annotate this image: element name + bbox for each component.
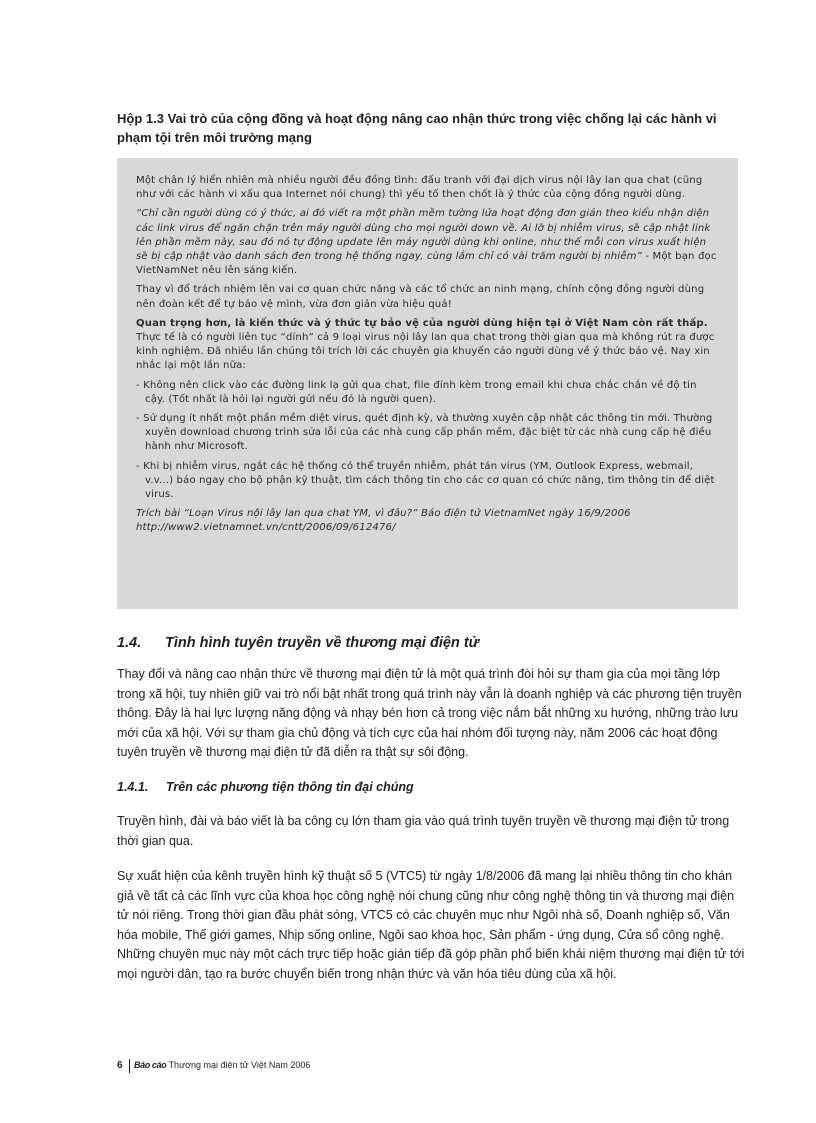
page-number: 6 <box>117 1060 123 1071</box>
footer-divider <box>129 1059 130 1073</box>
list-item: - Khi bị nhiễm virus, ngắt các hệ thống có thể truyền nhiễm, phát tán virus (YM, Outlook Express, webmail, v.v...) báo ngay cho bộ phận kỹ thuật, tìm cách thông tin cho các cơ quan có chức năng, tìm thông tin để diệt virus. <box>136 460 715 501</box>
box-source <box>136 507 720 535</box>
box-source-citation: Trích bài “Loạn Virus nội lây lan qua chat YM, vì đâu?” Báo điện tử VietnamNet ngày 16/9/2006 <box>136 508 631 520</box>
box-emphasis-paragraph <box>136 317 720 374</box>
box-quote: “Chỉ cần người dùng có ý thức, ai đó viết ra một phần mềm tường lửa hoạt động đơn giản theo kiểu nhận diện các link virus để ngăn chặn trên máy người dùng cho mọi người down về. Ai lỡ bị nhiễm virus, sẽ cập nhật link lên phần mềm này, sau đó nó tự động update lên máy người dùng khi online, như thế mỗi con virus xuất hiện sẽ bị cập nhật vào danh sách đen trong hệ thống ngay, cùng lắm chỉ có vài trăm người bị nhiễm” <box>136 208 711 263</box>
section-number: 1.4. <box>117 635 142 651</box>
advice-list <box>136 379 720 503</box>
box-paragraph: Một chân lý hiển nhiên mà nhiều người đều đồng tình: đấu tranh với đại dịch virus nội lây lan qua chat (cũng như với các hành vi xấu qua Internet nói chung) thì yếu tố then chốt là ý thức của cộng đồng người dùng. <box>136 175 703 201</box>
box-emphasis: Quan trọng hơn, là kiến thức và ý thức tự bảo vệ của người dùng hiện tại ở Việt Nam còn rất thấp. <box>136 317 708 329</box>
subsection-number: 1.4.1. <box>117 780 149 794</box>
footer-brand: Báo cáo <box>134 1060 167 1070</box>
list-item: - Không nên click vào các đường link lạ gửi qua chat, file đính kèm trong email khi chưa chắc chắn về độ tin cậy. (Tốt nhất là hỏi lại người gửi nếu đó là người quen). <box>136 379 697 405</box>
body-paragraph-media: Truyền hình, đài và báo viết là ba công cụ lớn tham gia vào quá trình tuyên truyền về thương mại điện tử trong thời gian qua. <box>117 814 730 848</box>
subsection-heading <box>117 778 414 796</box>
box-quote-paragraph <box>136 207 720 278</box>
section-title: Tình hình tuyên truyền về thương mại điện tử <box>165 635 480 651</box>
page-footer <box>117 1057 310 1073</box>
box-title: Hộp 1.3 Vai trò của cộng đồng và hoạt động nâng cao nhận thức trong việc chống lại các hành vi phạm tội trên môi trường mạng <box>117 111 717 145</box>
footer-report-title: Thương mại điện tử Việt Nam 2006 <box>168 1060 311 1070</box>
box-emphasis-rest: Thực tế là có người liên tục “dính” cả 9 loại virus nội lây lan qua chat trong thời gian qua mà không rút ra được kinh nghiệm. Đã nhiều lần chúng tôi trích lời các chuyên gia khuyến cáo người dùng về ý thức bảo vệ. Nay xin nhắc lại một lần nữa: <box>136 332 715 372</box>
info-box <box>117 158 738 609</box>
list-item: - Sử dụng ít nhất một phần mềm diệt virus, quét định kỳ, và thường xuyên cập nhật các thông tin mới. Thường xuyên download chương trình sửa lỗi của các nhà cung cấp phần mềm, đặc biệt từ các nhà cung cấp hệ điều hành như Microsoft. <box>136 413 713 453</box>
subsection-title: Trên các phương tiện thông tin đại chúng <box>166 780 414 794</box>
box-quote-attribution: - Một bạn đọc VietNamNet nêu lên sáng kiến. <box>136 251 717 277</box>
body-paragraph-intro: Thay đổi và nâng cao nhận thức về thương mại điện tử là một quá trình đòi hỏi sự tham gia của mọi tầng lớp trong xã hội, tuy nhiên giữ vai trò nổi bật nhất trong quá trình này vẫn là doanh nghiệp và các phương tiện truyền thông. Đây là hai lực lượng năng động và nhạy bén hơn cả trong việc nắm bắt những xu hướng, những trào lưu mới của xã hội. Với sự tham gia chủ động và tích cực của hai nhóm đối tượng này, năm 2006 các hoạt động tuyên truyền về thương mại điện tử đã diễn ra thật sự sôi động. <box>117 667 742 760</box>
box-paragraph: Thay vì đổ trách nhiệm lên vai cơ quan chức năng và các tổ chức an ninh mạng, chính cộng đồng người dùng nên đoàn kết để tự bảo vệ mình, vừa đơn giản vừa hiệu quả! <box>136 284 705 310</box>
section-heading <box>117 633 479 653</box>
body-paragraph-vtc5: Sự xuất hiện của kênh truyền hình kỹ thuật số 5 (VTC5) từ ngày 1/8/2006 đã mang lại nhiều thông tin cho khán giả về tất cả các lĩnh vực của khoa học công nghệ nói chung cũng như công nghệ thông tin và thương mại điện tử nói riêng. Trong thời gian đầu phát sóng, VTC5 có các chuyên mục như Ngôi nhà số, Doanh nghiệp số, Văn hóa mobile, Thế giới games, Nhịp sống online, Ngôi sao khoa học, Sản phẩm - ứng dụng, Cửa sổ công nghệ. Những chuyên mục này một cách trực tiếp hoặc gián tiếp đã góp phần phổ biến khái niệm thương mại điện tử tới mọi người dân, tạo ra bước chuyển biến trong nhận thức và văn hóa tiêu dùng của xã hội. <box>117 869 745 981</box>
box-source-url: http://www2.vietnamnet.vn/cntt/2006/09/612476/ <box>136 522 396 534</box>
